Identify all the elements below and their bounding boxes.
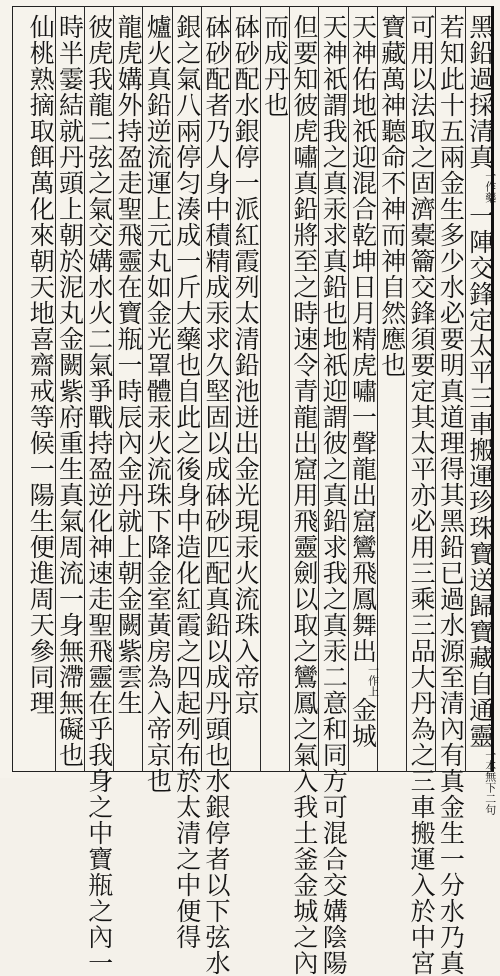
column-text: 一陣交鋒定太平三車搬運珍珠寶送歸寶藏自通靈 [465, 203, 495, 749]
column-text: 可用以法取之固濟橐籥交鋒須要定其太平亦必用三乘三品大丹為之三車搬運入於中宮 [407, 14, 437, 976]
column-text: 銀之氣八兩停匀湊成一斤大藥也自此之後身中造化紅霞之四起列布於太清之中便得 [172, 14, 202, 950]
text-column [375, 14, 409, 766]
column-text: 天神祇謂我之真汞求真鉛也地祇迎謂彼之真鉛求我之真汞二意和同方可混合交媾陰陽 [319, 14, 349, 976]
column-text: 金城 [348, 697, 378, 749]
text-column [346, 14, 380, 766]
interlinear-note: 一本無下二句 [483, 749, 497, 815]
column-text: 龍虎媾外持盈走聖飛靈在寶瓶一時辰內金丹就上朝金闕紫雲生 [114, 14, 144, 716]
column-text: 但要知彼虎嘯真鉛將至之時速令青龍出窟用飛靈劍以取之鸞鳳之氣入我土釜金城之內 [289, 14, 319, 976]
column-text: 仙桃熟摘取餌萬化來朝天地喜齋戒等候一陽生便進周天參同理 [26, 14, 56, 716]
text-column [53, 14, 87, 766]
text-column [228, 14, 262, 766]
text-column [404, 14, 438, 976]
interlinear-note: 一作藥 [483, 170, 497, 203]
text-column [463, 14, 497, 815]
text-column [140, 14, 174, 794]
interlinear-note: 一作上 [366, 664, 380, 697]
text-column [258, 14, 292, 766]
text-column [23, 14, 57, 766]
column-text: 寶藏萬神聽命不神而神自然應也 [377, 14, 407, 378]
column-text: 砵砂配者乃人身中積精成汞求久堅固以成砵砂匹配真鉛以成丹頭也水銀停者以下弦水 [202, 14, 231, 976]
column-text: 砵砂配水銀停一派紅霞列太清鉛池迸出金光現汞火流珠入帝京 [231, 14, 261, 716]
column-text: 彼虎我龍二弦之氣交媾水火二氣爭戰持盈逆化神速走聖飛靈在乎我身之中寶瓶之內一 [84, 14, 114, 976]
column-text: 若知此十五兩金生多少水必要明真道理得其黑鉛已過水源至清內有真金生一分水乃真 [436, 14, 466, 976]
column-text: 爐火真鉛逆流運上元丸如金光罩體汞火流珠下降金室黃房為入帝京也 [143, 14, 173, 794]
text-column [199, 14, 233, 976]
column-text: 而成丹也 [260, 14, 290, 118]
column-text: 天神佑地祇迎混合乾坤日月精虎嘯一聲龍出窟鸞飛鳳舞出 [348, 14, 378, 664]
text-column [82, 14, 116, 976]
text-column [287, 14, 321, 976]
text-column [433, 14, 467, 976]
column-text: 黑鉛過採清真 [465, 14, 495, 170]
column-text: 時半霎結就丹頭上朝於泥丸金闕紫府重生真氣周流一身無滯無礙也 [55, 14, 85, 768]
text-column [170, 14, 204, 950]
text-column [111, 14, 145, 766]
text-column [316, 14, 350, 976]
